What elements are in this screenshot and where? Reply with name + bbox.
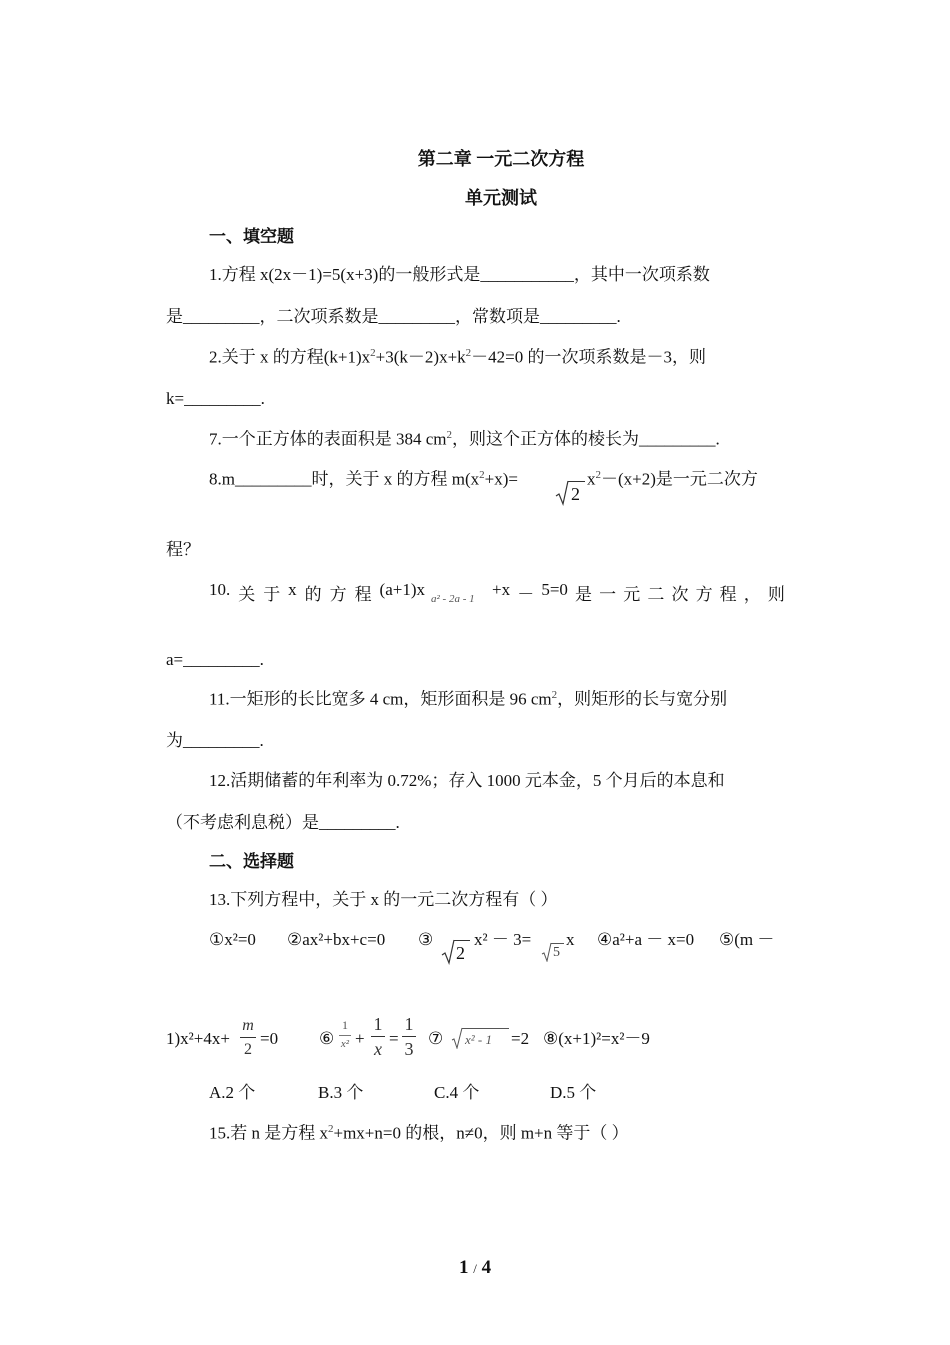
q13-opt3-mid: x² － 3= [474,930,532,949]
section-multiple-choice: 二、选择题 [209,852,294,871]
chapter-title: 第二章 一元二次方程 [417,149,585,169]
radical-sign [541,942,552,962]
q13-opt7-sqrt: x² - 1 [451,1027,511,1049]
frac-m-over-2: m 2 [239,1017,257,1059]
choice-c: C.4 个 [434,1083,480,1102]
q11-line1: 11.一矩形的长比宽多 4 cm，矩形面积是 96 $cm^2$，则矩形的长与宽分别 [209,689,728,709]
q10-exponent: a² - 2a - 1 [431,593,475,605]
frac-1-over-x: 1 x [370,1015,386,1058]
q8-sqrt [555,480,587,506]
choice-d: D.5 个 [550,1083,597,1102]
choice-a: A.2 个 [209,1083,256,1102]
q1-line2: 是_________，二次项系数是_________，常数项是_________. [166,307,621,326]
radical-sign [555,480,569,506]
q8-line2: 程？ [166,540,200,559]
q13-opt1: ①x²=0 [209,930,256,949]
q13-opt2: ②ax²+bx+c=0 [287,930,386,949]
q2-line2: k=_________. [166,389,265,408]
unit-test-subtitle: 单元测试 [465,188,537,208]
q13-opt7-mark: ⑦ [428,1029,444,1048]
q13-opt5: ⑤(m － [719,930,775,949]
frac-1-over-3: 1 3 [401,1015,417,1058]
q8-line1: 8.m_________时，关于 x 的方程 $m(x^2+x)=$ [209,469,518,489]
q13-opt3-mark: ③ [418,930,434,949]
q10-line2: a=_________. [166,650,264,669]
q8-line1-end: $x^2-(x+2)$是一元二次方 [587,469,758,489]
q13-opt3-sqrt2: 2 [441,939,471,965]
radical-sign [441,939,455,965]
q11-line2: 为_________. [166,731,264,750]
q13-opt3-sqrt5: 5 [541,942,565,962]
q12-line2: （不考虑利息税）是_________. [166,813,400,832]
q2-line1: 2.关于 x 的方程$(k+1)x^2+3(k-2)x+k^2-42=0$ 的一次项系数是－3，则 [209,347,707,367]
q12-line1: 12.活期储蓄的年利率为 0.72%；存入 1000 元本金，5 个月后的本息和 [209,771,725,790]
page-number: 1 / 4 [458,1257,492,1278]
choice-b: B.3 个 [318,1083,364,1102]
q13-opt6-mark: ⑥ [319,1029,335,1048]
section-fill-blank: 一、填空题 [209,227,294,246]
q13-line2-start: 1)x²+4x+ [166,1029,230,1048]
frac-1-over-x2: 1 x² [340,1018,350,1050]
q8-sqrt-arg: 2 [571,484,580,504]
radical-sign [451,1027,463,1049]
q13-opt3-end: x [566,930,575,949]
q13-opt4: ④a²+a － x=0 [597,930,695,949]
q15-line: 15.若 n 是方程 $x^2+mx+n=0$ 的根，n≠0，则 m+n 等于（ ） [209,1123,629,1143]
q10-line1: 10. 关 于 x 的 方 程 (a+1)x a² - 2a - 1 +x － 5=0 是 一 元 二 次 方 程 ， 则 [209,580,785,605]
q13-opt8: ⑧(x+1)²=x²－9 [543,1029,650,1048]
plus-sign: + [355,1029,365,1048]
q13-opt7-end: =2 [511,1029,530,1048]
equals-sign: = [389,1029,399,1048]
q13-line2-eq0: =0 [260,1029,279,1048]
q7-line: 7.一个正方体的表面积是 384 $cm^2$，则这个正方体的棱长为_________. [209,429,720,449]
q1-line1: 1.方程 x(2x－1)=5(x+3)的一般形式是___________，其中一次项系数 [209,265,710,284]
q13-stem: 13.下列方程中，关于 x 的一元二次方程有（ ） [209,890,558,909]
